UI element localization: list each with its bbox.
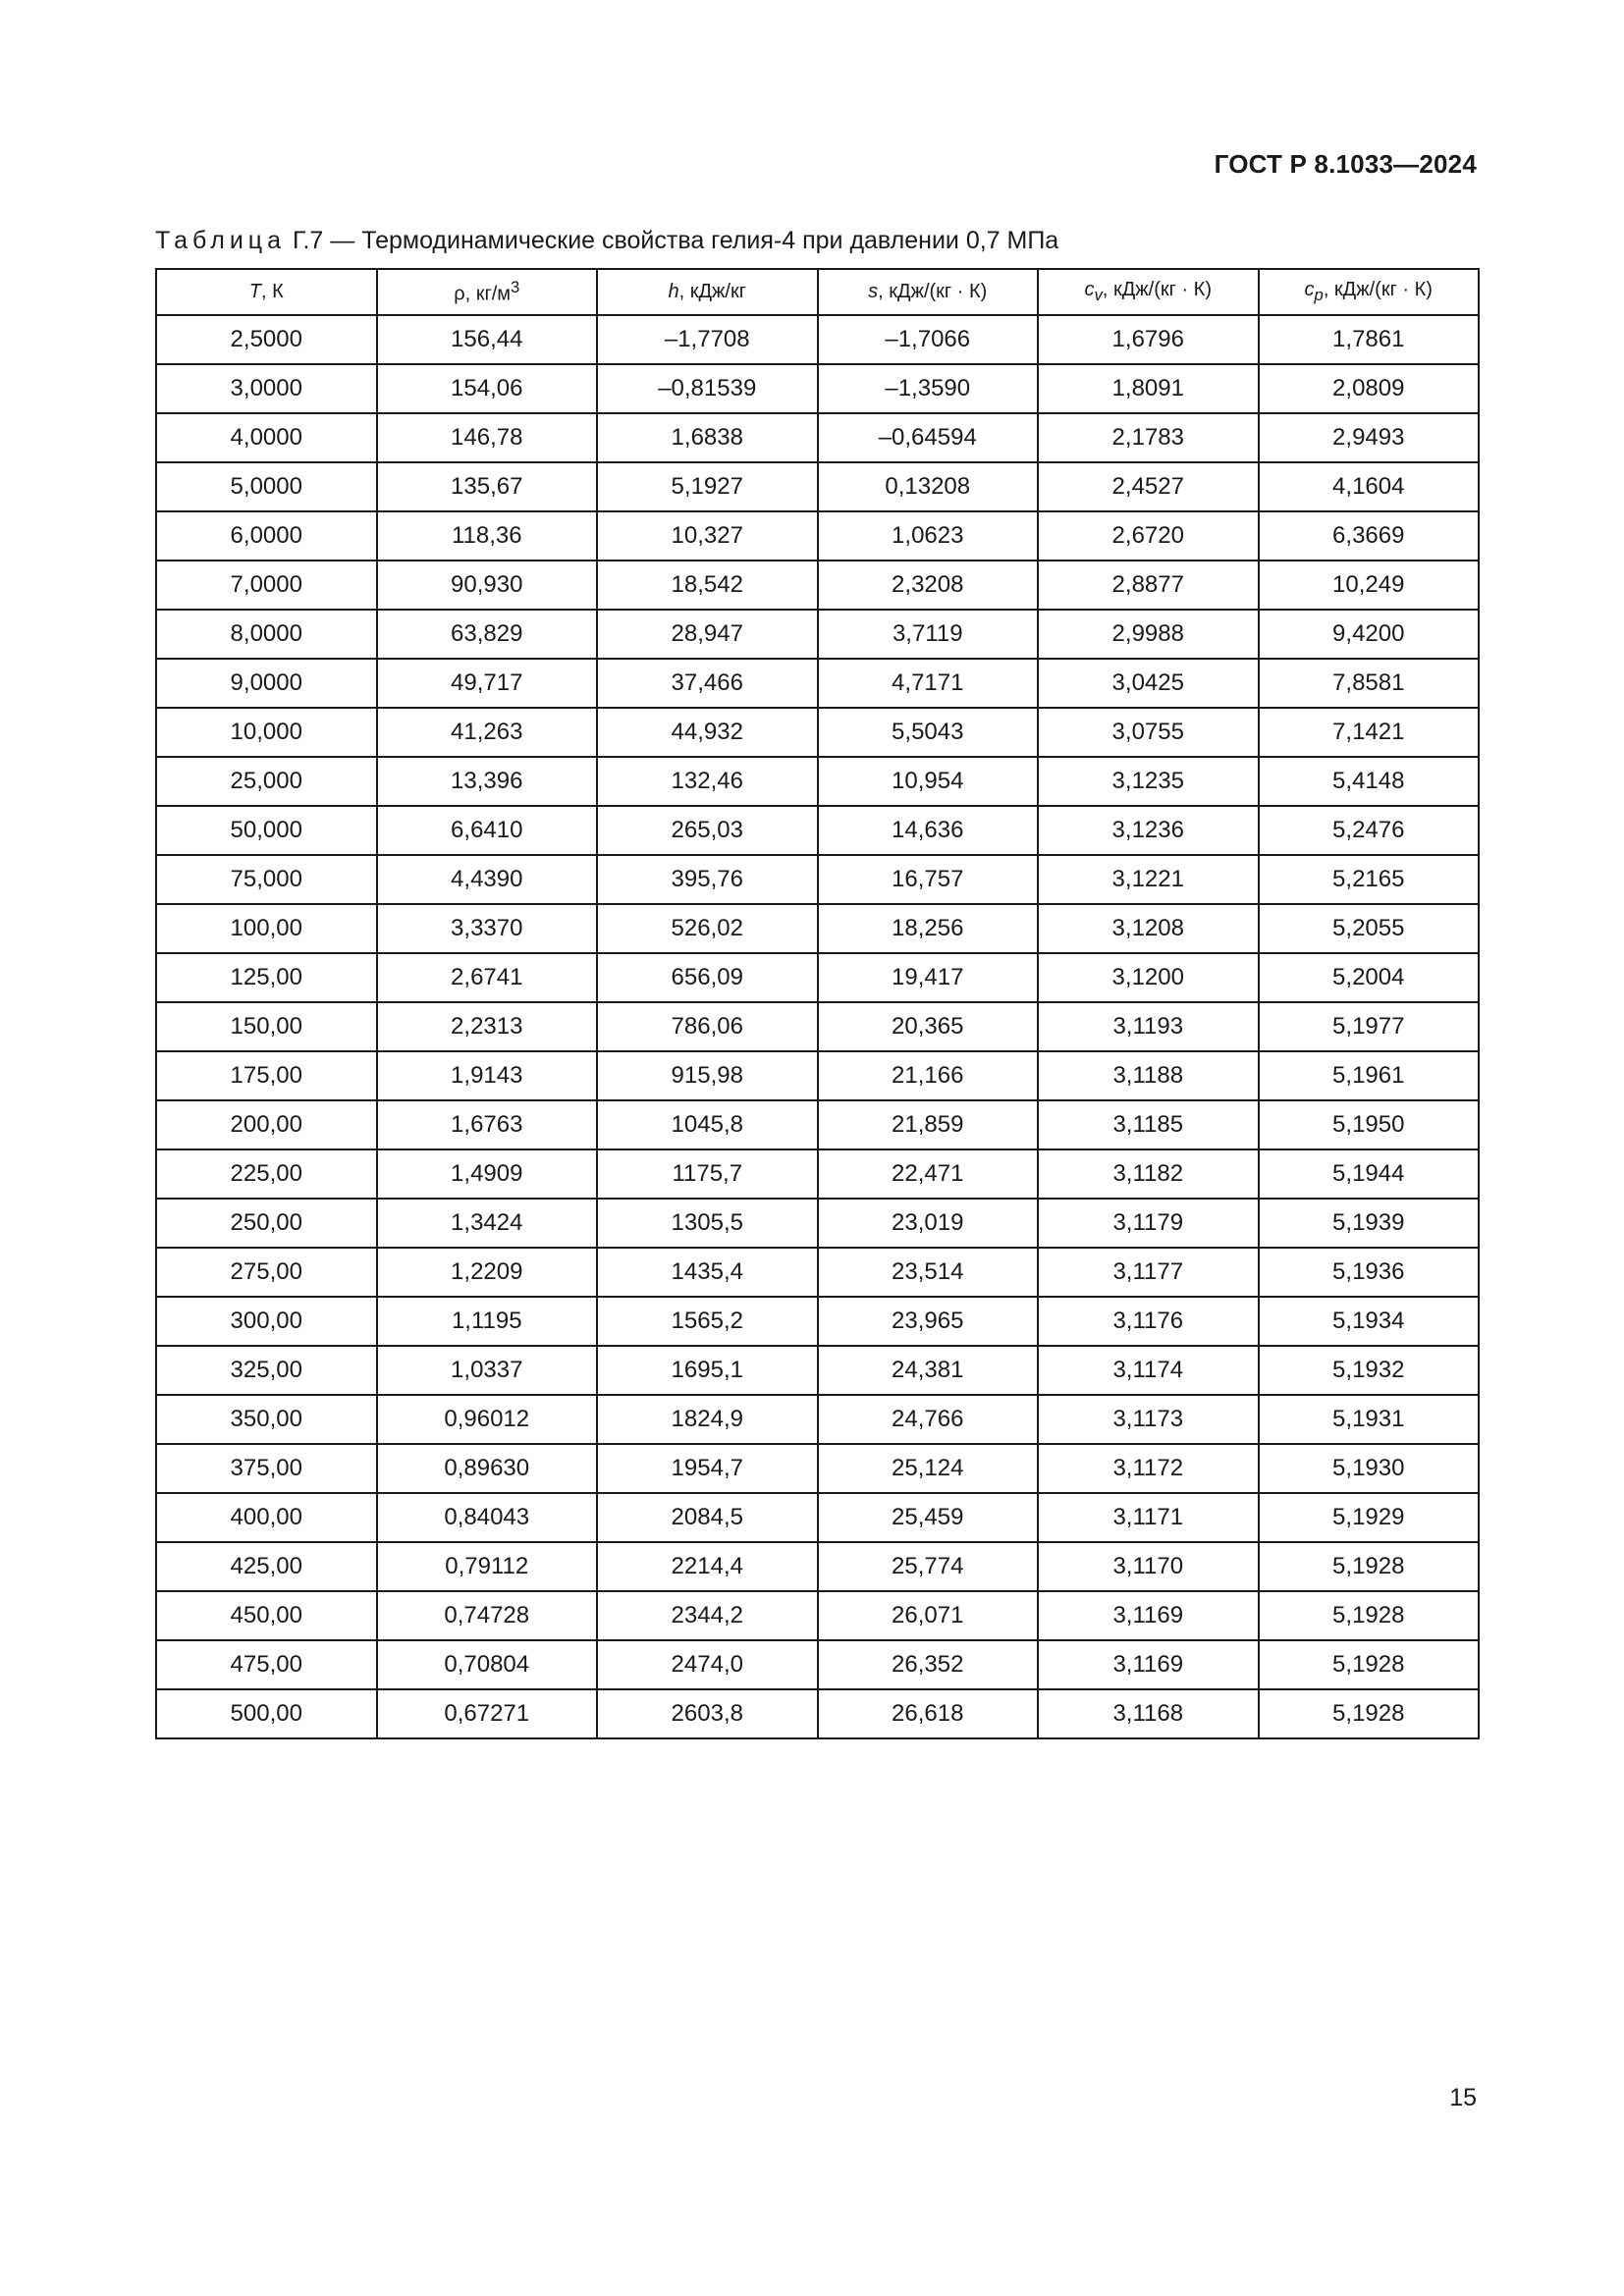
table-row xyxy=(156,659,1479,708)
table-cell: 156,44 xyxy=(377,315,598,364)
table-cell: 5,2055 xyxy=(1259,904,1480,953)
table-cell: 1,8091 xyxy=(1038,364,1259,413)
table-cell: 5,0000 xyxy=(156,462,377,511)
table-cell: 5,1950 xyxy=(1259,1100,1480,1149)
table-cell: 1,4909 xyxy=(377,1149,598,1199)
table-cell: 175,00 xyxy=(156,1051,377,1100)
table-cell: 5,1928 xyxy=(1259,1542,1480,1591)
column-header xyxy=(377,269,598,315)
table-cell: 400,00 xyxy=(156,1493,377,1542)
table-cell: 2,1783 xyxy=(1038,413,1259,462)
table-cell: 0,70804 xyxy=(377,1640,598,1689)
table-cell: 5,5043 xyxy=(818,708,1039,757)
table-cell: 44,932 xyxy=(597,708,818,757)
table-cell: 0,84043 xyxy=(377,1493,598,1542)
table-cell: 26,352 xyxy=(818,1640,1039,1689)
table-cell: 3,0425 xyxy=(1038,659,1259,708)
table-cell: 1,9143 xyxy=(377,1051,598,1100)
table-cell: 49,717 xyxy=(377,659,598,708)
table-cell: 1175,7 xyxy=(597,1149,818,1199)
table-cell: 9,0000 xyxy=(156,659,377,708)
column-symbol: h xyxy=(668,281,679,302)
table-row xyxy=(156,1149,1479,1199)
table-cell: 1305,5 xyxy=(597,1199,818,1248)
table-row xyxy=(156,1689,1479,1738)
table-cell: 5,1934 xyxy=(1259,1297,1480,1346)
table-cell: 3,1235 xyxy=(1038,757,1259,806)
table-cell: 10,249 xyxy=(1259,561,1480,610)
table-cell: 7,8581 xyxy=(1259,659,1480,708)
table-cell: 3,1168 xyxy=(1038,1689,1259,1738)
table-cell: 5,1927 xyxy=(597,462,818,511)
table-cell: 3,1208 xyxy=(1038,904,1259,953)
table-cell: 75,000 xyxy=(156,855,377,904)
table-row xyxy=(156,511,1479,561)
table-cell: 5,1928 xyxy=(1259,1689,1480,1738)
table-cell: 63,829 xyxy=(377,610,598,659)
table-cell: 1565,2 xyxy=(597,1297,818,1346)
column-unit: , кг/м xyxy=(464,283,512,305)
table-cell: 146,78 xyxy=(377,413,598,462)
table-cell: 1,1195 xyxy=(377,1297,598,1346)
table-cell: 1,2209 xyxy=(377,1248,598,1297)
table-cell: 3,1172 xyxy=(1038,1444,1259,1493)
table-row xyxy=(156,413,1479,462)
table-cell: 13,396 xyxy=(377,757,598,806)
table-cell: 132,46 xyxy=(597,757,818,806)
table-row xyxy=(156,1297,1479,1346)
table-cell: 3,1169 xyxy=(1038,1591,1259,1640)
table-caption xyxy=(155,227,1058,255)
table-cell: 21,859 xyxy=(818,1100,1039,1149)
table-cell: 3,0755 xyxy=(1038,708,1259,757)
table-caption-text: Г.7 — Термодинамические свойства гелия-4 при давлении 0,7 МПа xyxy=(286,227,1059,254)
table-row xyxy=(156,315,1479,364)
table-cell: 41,263 xyxy=(377,708,598,757)
table-cell: 23,514 xyxy=(818,1248,1039,1297)
table-row xyxy=(156,953,1479,1002)
column-header xyxy=(1259,269,1480,315)
table-cell: 300,00 xyxy=(156,1297,377,1346)
table-cell: 2,6720 xyxy=(1038,511,1259,561)
table-cell: 1,6763 xyxy=(377,1100,598,1149)
table-row xyxy=(156,708,1479,757)
table-cell: 28,947 xyxy=(597,610,818,659)
table-cell: –0,64594 xyxy=(818,413,1039,462)
table-cell: 265,03 xyxy=(597,806,818,855)
table-cell: 3,1173 xyxy=(1038,1395,1259,1444)
table-cell: 4,1604 xyxy=(1259,462,1480,511)
table-body xyxy=(156,315,1479,1738)
table-row xyxy=(156,1100,1479,1149)
table-cell: 3,1185 xyxy=(1038,1100,1259,1149)
table-cell: 3,1176 xyxy=(1038,1297,1259,1346)
table-cell: 1954,7 xyxy=(597,1444,818,1493)
column-header xyxy=(818,269,1039,315)
table-cell: 0,79112 xyxy=(377,1542,598,1591)
table-cell: 6,0000 xyxy=(156,511,377,561)
table-row xyxy=(156,1542,1479,1591)
table-row xyxy=(156,1395,1479,1444)
table-cell: 3,7119 xyxy=(818,610,1039,659)
table-cell: 22,471 xyxy=(818,1149,1039,1199)
data-table-container xyxy=(155,268,1480,1739)
table-cell: 2,9988 xyxy=(1038,610,1259,659)
table-cell: 5,1931 xyxy=(1259,1395,1480,1444)
table-cell: 3,1170 xyxy=(1038,1542,1259,1591)
table-cell: 25,000 xyxy=(156,757,377,806)
table-cell: 20,365 xyxy=(818,1002,1039,1051)
table-row xyxy=(156,1002,1479,1051)
table-cell: 26,618 xyxy=(818,1689,1039,1738)
table-cell: 5,1977 xyxy=(1259,1002,1480,1051)
table-cell: 0,89630 xyxy=(377,1444,598,1493)
table-cell: 3,1174 xyxy=(1038,1346,1259,1395)
table-cell: 1,0337 xyxy=(377,1346,598,1395)
table-cell: 25,459 xyxy=(818,1493,1039,1542)
table-cell: 5,2165 xyxy=(1259,855,1480,904)
table-row xyxy=(156,1493,1479,1542)
table-cell: 350,00 xyxy=(156,1395,377,1444)
table-cell: 3,3370 xyxy=(377,904,598,953)
table-cell: 0,13208 xyxy=(818,462,1039,511)
table-cell: 425,00 xyxy=(156,1542,377,1591)
column-header xyxy=(1038,269,1259,315)
column-subscript: v xyxy=(1094,286,1103,304)
table-cell: 6,3669 xyxy=(1259,511,1480,561)
table-row xyxy=(156,757,1479,806)
table-cell: 225,00 xyxy=(156,1149,377,1199)
table-cell: 5,1936 xyxy=(1259,1248,1480,1297)
table-cell: 9,4200 xyxy=(1259,610,1480,659)
table-row xyxy=(156,1444,1479,1493)
table-cell: 2474,0 xyxy=(597,1640,818,1689)
table-cell: 450,00 xyxy=(156,1591,377,1640)
table-cell: 200,00 xyxy=(156,1100,377,1149)
table-cell: 1435,4 xyxy=(597,1248,818,1297)
column-unit: , К xyxy=(260,281,284,302)
table-cell: 5,1932 xyxy=(1259,1346,1480,1395)
table-cell: 0,67271 xyxy=(377,1689,598,1738)
table-cell: 5,4148 xyxy=(1259,757,1480,806)
table-cell: 1,3424 xyxy=(377,1199,598,1248)
table-cell: 24,381 xyxy=(818,1346,1039,1395)
table-row xyxy=(156,462,1479,511)
table-cell: 154,06 xyxy=(377,364,598,413)
column-unit: , кДж/(кг · К) xyxy=(878,281,988,302)
column-unit: , кДж/(кг · К) xyxy=(1323,279,1433,300)
column-subscript: p xyxy=(1314,286,1324,304)
table-caption-label: Таблица xyxy=(155,227,287,254)
table-cell: 2214,4 xyxy=(597,1542,818,1591)
table-cell: 2,6741 xyxy=(377,953,598,1002)
table-cell: –1,7708 xyxy=(597,315,818,364)
table-cell: 23,965 xyxy=(818,1297,1039,1346)
table-cell: 6,6410 xyxy=(377,806,598,855)
table-row xyxy=(156,855,1479,904)
table-cell: 5,1961 xyxy=(1259,1051,1480,1100)
table-cell: 3,1171 xyxy=(1038,1493,1259,1542)
table-cell: 325,00 xyxy=(156,1346,377,1395)
table-cell: 2,5000 xyxy=(156,315,377,364)
table-cell: 2,0809 xyxy=(1259,364,1480,413)
table-row xyxy=(156,806,1479,855)
table-cell: 3,1193 xyxy=(1038,1002,1259,1051)
table-cell: –1,7066 xyxy=(818,315,1039,364)
table-cell: 2344,2 xyxy=(597,1591,818,1640)
table-cell: 1824,9 xyxy=(597,1395,818,1444)
column-symbol: c xyxy=(1084,279,1095,300)
table-cell: 25,774 xyxy=(818,1542,1039,1591)
table-cell: 5,1939 xyxy=(1259,1199,1480,1248)
table-cell: 24,766 xyxy=(818,1395,1039,1444)
table-cell: 135,67 xyxy=(377,462,598,511)
table-cell: 500,00 xyxy=(156,1689,377,1738)
table-cell: 37,466 xyxy=(597,659,818,708)
table-cell: 3,1182 xyxy=(1038,1149,1259,1199)
table-cell: 5,1929 xyxy=(1259,1493,1480,1542)
table-cell: 18,256 xyxy=(818,904,1039,953)
table-cell: 656,09 xyxy=(597,953,818,1002)
table-cell: 10,954 xyxy=(818,757,1039,806)
table-cell: 5,1928 xyxy=(1259,1591,1480,1640)
column-unit: , кДж/кг xyxy=(678,281,746,302)
column-symbol: s xyxy=(868,281,879,302)
table-cell: 4,0000 xyxy=(156,413,377,462)
table-cell: 10,000 xyxy=(156,708,377,757)
table-cell: –1,3590 xyxy=(818,364,1039,413)
table-cell: 3,0000 xyxy=(156,364,377,413)
table-row xyxy=(156,1248,1479,1297)
table-cell: 14,636 xyxy=(818,806,1039,855)
table-cell: 100,00 xyxy=(156,904,377,953)
table-row xyxy=(156,1199,1479,1248)
table-cell: 23,019 xyxy=(818,1199,1039,1248)
table-row xyxy=(156,1051,1479,1100)
table-cell: 18,542 xyxy=(597,561,818,610)
table-cell: 7,1421 xyxy=(1259,708,1480,757)
table-row xyxy=(156,904,1479,953)
table-cell: 150,00 xyxy=(156,1002,377,1051)
table-cell: 3,1221 xyxy=(1038,855,1259,904)
table-cell: 16,757 xyxy=(818,855,1039,904)
document-header: ГОСТ Р 8.1033—2024 xyxy=(1214,149,1477,179)
table-cell: 5,1928 xyxy=(1259,1640,1480,1689)
table-cell: 10,327 xyxy=(597,511,818,561)
table-cell: 915,98 xyxy=(597,1051,818,1100)
table-cell: 50,000 xyxy=(156,806,377,855)
table-cell: 25,124 xyxy=(818,1444,1039,1493)
table-cell: 118,36 xyxy=(377,511,598,561)
table-cell: 8,0000 xyxy=(156,610,377,659)
table-cell: 1,7861 xyxy=(1259,315,1480,364)
table-cell: 1045,8 xyxy=(597,1100,818,1149)
table-cell: 4,4390 xyxy=(377,855,598,904)
table-cell: 1,0623 xyxy=(818,511,1039,561)
table-cell: 26,071 xyxy=(818,1591,1039,1640)
table-cell: 275,00 xyxy=(156,1248,377,1297)
table-header-row xyxy=(156,269,1479,315)
table-cell: 5,1930 xyxy=(1259,1444,1480,1493)
table-cell: 1695,1 xyxy=(597,1346,818,1395)
table-cell: 4,7171 xyxy=(818,659,1039,708)
table-cell: 3,1200 xyxy=(1038,953,1259,1002)
table-cell: 250,00 xyxy=(156,1199,377,1248)
table-cell: –0,81539 xyxy=(597,364,818,413)
table-cell: 19,417 xyxy=(818,953,1039,1002)
table-cell: 0,74728 xyxy=(377,1591,598,1640)
table-cell: 5,2476 xyxy=(1259,806,1480,855)
table-cell: 1,6838 xyxy=(597,413,818,462)
column-header xyxy=(597,269,818,315)
table-row xyxy=(156,561,1479,610)
table-row xyxy=(156,610,1479,659)
table-cell: 3,1177 xyxy=(1038,1248,1259,1297)
table-row xyxy=(156,1640,1479,1689)
column-header xyxy=(156,269,377,315)
table-cell: 2603,8 xyxy=(597,1689,818,1738)
table-cell: 5,2004 xyxy=(1259,953,1480,1002)
table-cell: 125,00 xyxy=(156,953,377,1002)
table-cell: 2,8877 xyxy=(1038,561,1259,610)
table-cell: 0,96012 xyxy=(377,1395,598,1444)
table-cell: 3,1169 xyxy=(1038,1640,1259,1689)
column-unit: , кДж/(кг · К) xyxy=(1102,279,1212,300)
table-cell: 395,76 xyxy=(597,855,818,904)
table-row xyxy=(156,364,1479,413)
table-cell: 2,2313 xyxy=(377,1002,598,1051)
table-row xyxy=(156,1591,1479,1640)
table-cell: 3,1179 xyxy=(1038,1199,1259,1248)
table-cell: 375,00 xyxy=(156,1444,377,1493)
table-cell: 1,6796 xyxy=(1038,315,1259,364)
column-symbol: T xyxy=(248,281,261,302)
table-cell: 2,3208 xyxy=(818,561,1039,610)
table-cell: 2,9493 xyxy=(1259,413,1480,462)
table-cell: 2,4527 xyxy=(1038,462,1259,511)
column-superscript: 3 xyxy=(511,278,520,297)
table-cell: 21,166 xyxy=(818,1051,1039,1100)
table-cell: 90,930 xyxy=(377,561,598,610)
table-cell: 5,1944 xyxy=(1259,1149,1480,1199)
column-symbol: c xyxy=(1304,279,1315,300)
table-row xyxy=(156,1346,1479,1395)
table-cell: 475,00 xyxy=(156,1640,377,1689)
table-cell: 2084,5 xyxy=(597,1493,818,1542)
column-symbol: ρ xyxy=(454,283,465,305)
table-cell: 786,06 xyxy=(597,1002,818,1051)
table-cell: 526,02 xyxy=(597,904,818,953)
table-cell: 3,1236 xyxy=(1038,806,1259,855)
table-cell: 3,1188 xyxy=(1038,1051,1259,1100)
table-cell: 7,0000 xyxy=(156,561,377,610)
page-number: 15 xyxy=(1449,2084,1477,2111)
thermo-properties-table xyxy=(155,268,1480,1739)
